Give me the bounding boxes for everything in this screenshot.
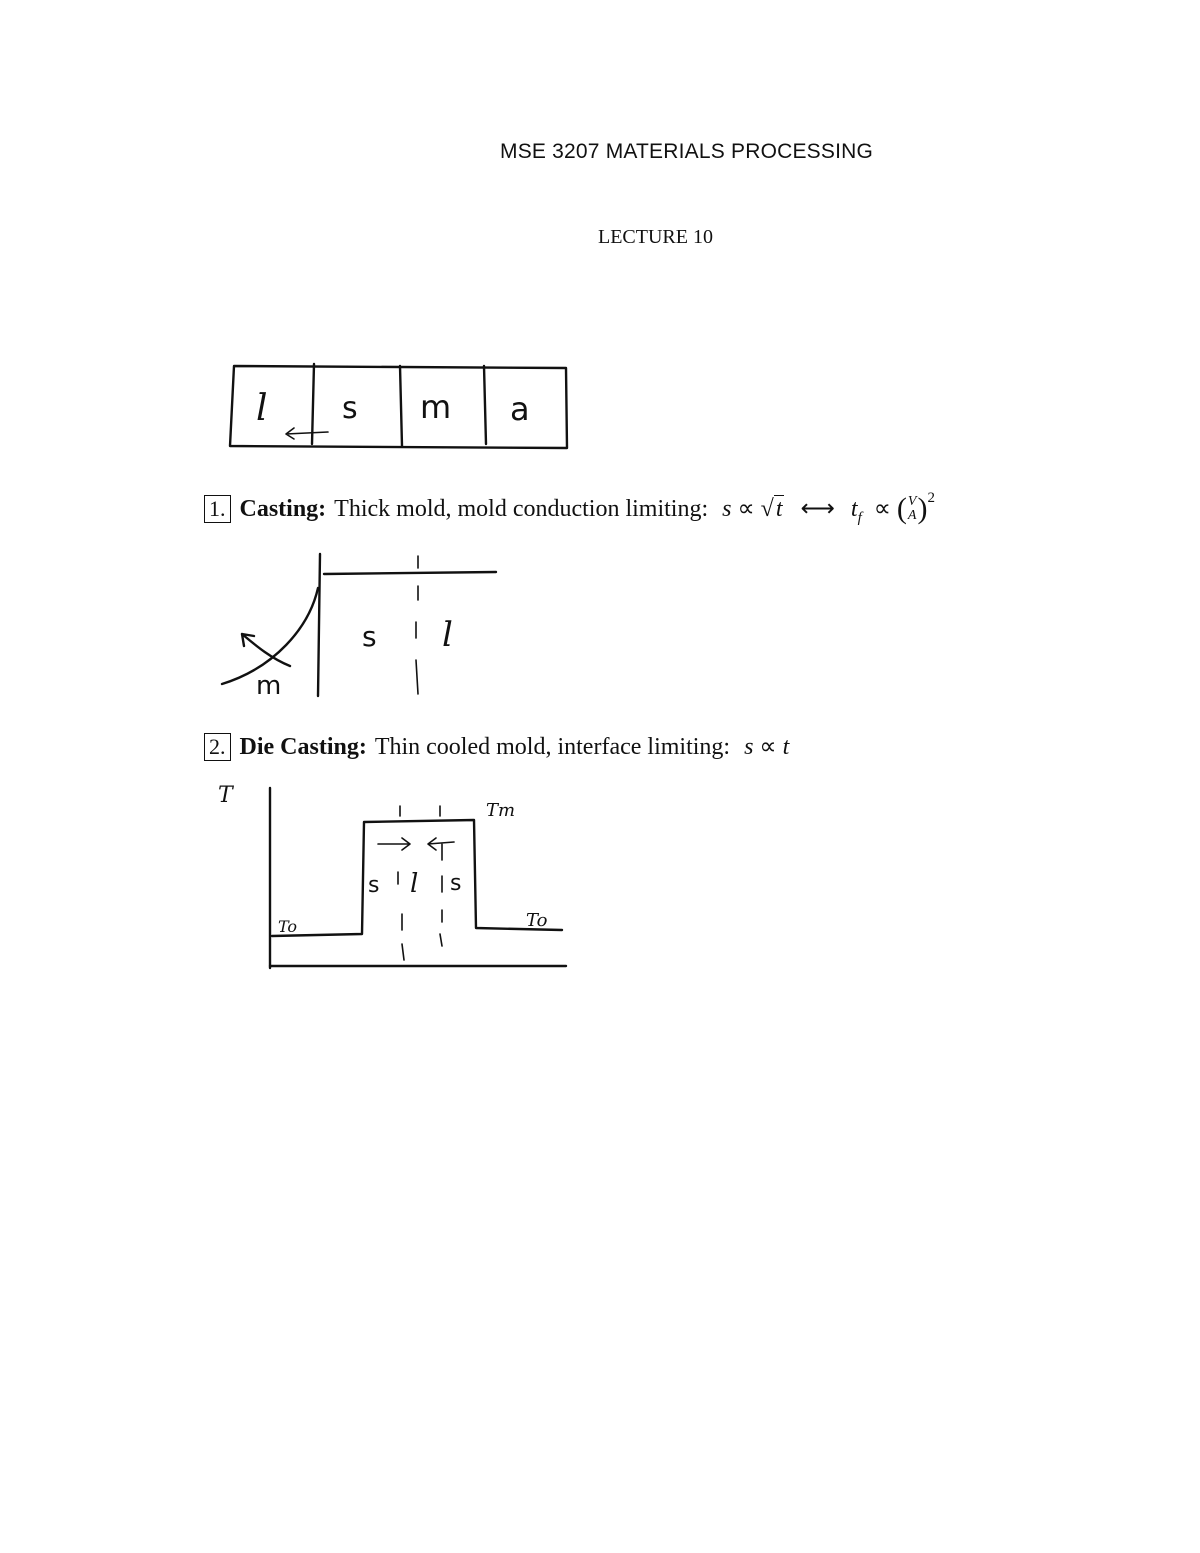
casting-sketch bbox=[214, 548, 514, 708]
section-1-heading: Casting: bbox=[239, 496, 327, 522]
section-1-formula bbox=[722, 490, 935, 526]
formula-open-paren: ( bbox=[896, 492, 907, 525]
sketch2-label-ambient-right: To bbox=[526, 910, 548, 931]
formula-close-paren: ) bbox=[917, 492, 928, 525]
formula-sqrt-symbol: √ bbox=[760, 496, 774, 522]
formula-time-sub: f bbox=[857, 510, 862, 526]
mold-temperature-curve bbox=[222, 588, 318, 684]
sketch2-label-liquid: l bbox=[410, 869, 419, 899]
right-solidification-arrow bbox=[428, 838, 454, 860]
interface-dashed-line bbox=[416, 556, 418, 694]
layer-label-air: a bbox=[510, 390, 530, 428]
layer-label-liquid: l bbox=[256, 388, 268, 429]
layer-divider-2 bbox=[400, 366, 402, 446]
die-casting-sketch bbox=[212, 780, 582, 980]
page-header bbox=[0, 140, 1200, 170]
sketch2-label-ambient-left: To bbox=[278, 917, 298, 936]
layer-diagram bbox=[224, 358, 574, 458]
sketch2-label-solid-right: s bbox=[450, 871, 462, 896]
formula2-prop-symbol: ∝ bbox=[759, 734, 777, 760]
sketch2-label-solid-left: s bbox=[368, 873, 380, 898]
right-interface-dashed-line bbox=[440, 806, 442, 946]
formula2-solid-var: s bbox=[744, 734, 754, 760]
course-title: MSE 3207 MATERIALS PROCESSING bbox=[500, 140, 874, 163]
formula-solid-var: s bbox=[722, 496, 732, 522]
formula-sqrt-arg: t bbox=[775, 496, 783, 522]
section-1-number: 1. bbox=[204, 495, 231, 523]
sketch1-label-mold: m bbox=[256, 671, 282, 701]
formula2-time-var: t bbox=[782, 734, 790, 760]
formula-prop-symbol-2: ∝ bbox=[873, 496, 891, 522]
formula-fraction bbox=[908, 495, 917, 523]
section-1 bbox=[204, 490, 935, 526]
liquid-temperature-line bbox=[324, 572, 496, 574]
section-1-description: Thick mold, mold conduction limiting: bbox=[334, 496, 709, 522]
section-2-formula bbox=[744, 732, 789, 761]
formula-time-var: t bbox=[850, 496, 858, 522]
layer-label-mold: m bbox=[420, 388, 452, 426]
section-2 bbox=[204, 732, 789, 761]
sketch1-label-liquid: l bbox=[442, 615, 453, 655]
formula-equivalence: ⟷ bbox=[800, 496, 835, 522]
section-2-number: 2. bbox=[204, 733, 231, 761]
sketch2-label-melt-temp: Tm bbox=[486, 800, 516, 821]
section-2-heading: Die Casting: bbox=[239, 734, 367, 760]
layer-divider-3 bbox=[484, 366, 486, 444]
layer-label-solid: s bbox=[342, 391, 358, 426]
formula-prop-symbol: ∝ bbox=[737, 496, 755, 522]
formula-exponent: 2 bbox=[927, 490, 935, 506]
formula-ratio bbox=[897, 494, 928, 524]
sketch2-label-axis-T: T bbox=[218, 783, 233, 808]
sketch1-label-solid: s bbox=[362, 620, 377, 653]
solidification-arrow bbox=[286, 428, 328, 439]
mold-wall-line bbox=[318, 554, 320, 696]
section-2-description: Thin cooled mold, interface limiting: bbox=[374, 734, 731, 760]
formula-frac-num: V bbox=[907, 494, 917, 509]
left-solidification-arrow bbox=[378, 838, 410, 850]
lecture-label: LECTURE 10 bbox=[598, 226, 713, 248]
formula-frac-den: A bbox=[907, 508, 917, 523]
left-interface-dashed-line bbox=[398, 806, 404, 960]
